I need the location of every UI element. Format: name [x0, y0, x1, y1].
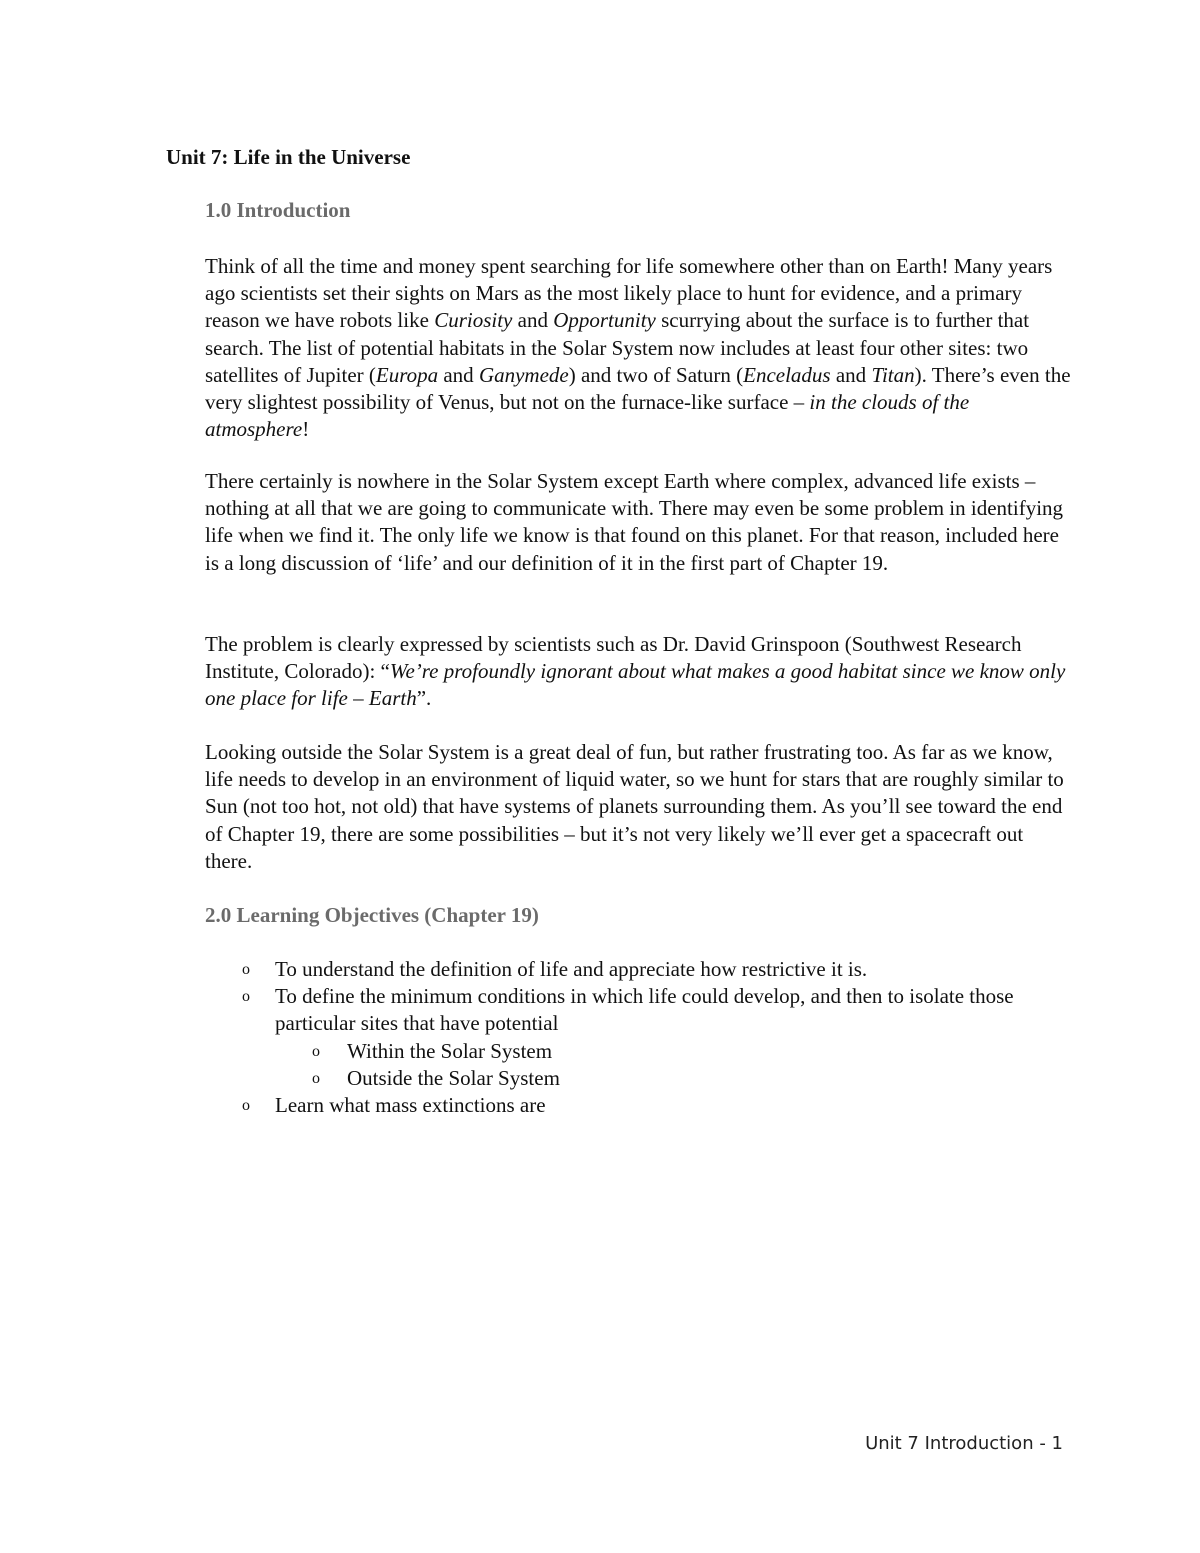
list-item	[205, 983, 1075, 1092]
list-item	[205, 956, 1075, 983]
intro-paragraph-2: There certainly is nowhere in the Solar System except Earth where complex, advanced life exists – nothing at all that we are going to communicate with. There may even be some problem in identifying life when we find it. The only life we know is that found on this planet. For that reason, included here is a long discussion of ‘life’ and our definition of it in the first part of Chapter 19.	[205, 469, 1064, 575]
sub-list-item-text: Within the Solar System	[347, 1038, 553, 1063]
intro-paragraph-4: Looking outside the Solar System is a great deal of fun, but rather frustrating too. As far as we know, life needs to develop in an environment of liquid water, so we hunt for stars that are roughly similar to Sun (not too hot, not old) that have systems of planets surrounding them. As you’ll see toward the end of Chapter 19, there are some possibilities – but it’s not very likely we’ll ever get a spacecraft out there.	[205, 740, 1064, 873]
document-title: Unit 7: Life in the Universe	[166, 145, 411, 169]
text-run: ) and two of Saturn (	[568, 362, 744, 387]
text-run: scurrying about the surface is to further that search. The list of potential habitats in the Solar System now includes at least four other sites: two satellites of Jupiter (	[205, 308, 1030, 387]
sub-list-item	[275, 1065, 1075, 1092]
bullet-icon: o	[242, 1097, 250, 1115]
bullet-icon: o	[312, 1042, 320, 1060]
grinspoon-quote: We’re profoundly ignorant about what makes a good habitat since we know only one place for life – Earth	[205, 659, 1066, 711]
rover-name-curiosity: Curiosity	[434, 308, 513, 333]
section-heading-introduction: 1.0 Introduction	[205, 198, 351, 222]
sub-list-item-text: Outside the Solar System	[347, 1065, 560, 1090]
text-run: and	[512, 308, 554, 333]
intro-paragraph-1	[205, 253, 1075, 443]
bullet-icon: o	[242, 988, 250, 1006]
text-run: !	[302, 417, 310, 442]
moon-name-enceladus: Enceladus	[743, 362, 831, 387]
text-run: ”.	[416, 686, 432, 711]
text-run: Think of all the time and money spent searching for life somewhere other than on Earth! Many years ago scientists set their sights on Mars as the most likely place to hunt for evidence, and a primary reason we have robots like	[205, 254, 1053, 333]
text-run: The problem is clearly expressed by scientists such as Dr. David Grinspoon (Southwest Research Institute, Colorado): “	[205, 632, 1022, 684]
moon-name-europa: Europa	[375, 362, 439, 387]
emphasis-clouds: in the clouds of the atmosphere	[205, 390, 970, 442]
list-item-text: To understand the definition of life and appreciate how restrictive it is.	[275, 957, 868, 981]
bullet-icon: o	[242, 961, 250, 978]
sub-list-item	[275, 1038, 1075, 1065]
text-run: ). There’s even the very slightest possibility of Venus, but not on the furnace-like surface –	[205, 362, 1071, 415]
section-heading-objectives: 2.0 Learning Objectives (Chapter 19)	[205, 903, 539, 927]
text-run: and	[830, 362, 872, 387]
objectives-sub-list	[275, 1038, 1075, 1092]
rover-name-opportunity: Opportunity	[553, 308, 656, 333]
list-item-text: Learn what mass extinctions are	[275, 1093, 546, 1118]
intro-paragraph-3	[205, 631, 1075, 713]
moon-name-titan: Titan	[871, 362, 915, 387]
bullet-icon: o	[312, 1069, 320, 1087]
list-item	[205, 1092, 1075, 1119]
objectives-list	[205, 956, 1075, 1119]
page-footer: Unit 7 Introduction - 1	[865, 1433, 1063, 1454]
list-item-text: To define the minimum conditions in which life could develop, and then to isolate those particular sites that have potential	[275, 984, 1014, 1036]
text-run: and	[438, 362, 479, 387]
moon-name-ganymede: Ganymede	[478, 362, 569, 387]
